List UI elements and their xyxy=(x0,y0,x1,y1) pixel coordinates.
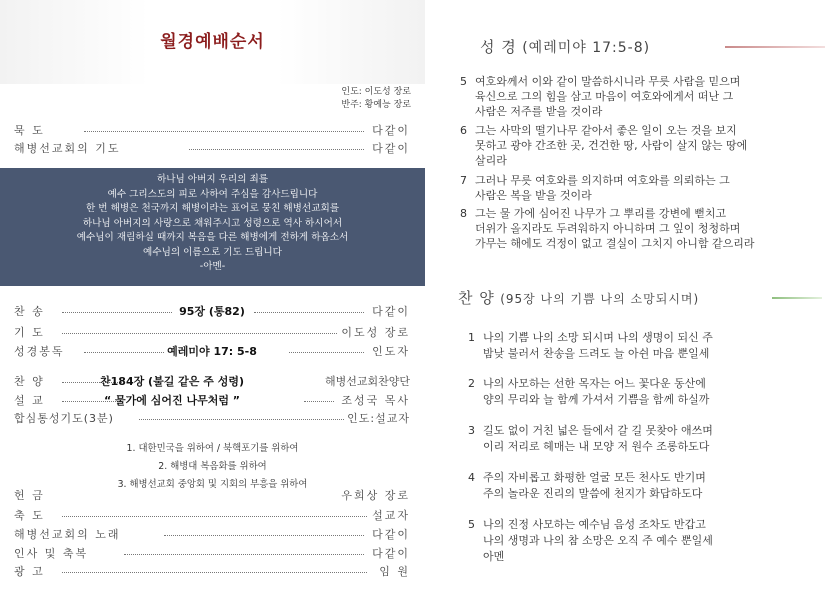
verse-line: 그러나 무릇 여호와를 의지하며 여호와를 의뢰하는 그 xyxy=(475,174,730,187)
hymn-stanza-5 xyxy=(468,517,798,565)
scripture-heading-ref: (예레미야 17:5-8) xyxy=(522,40,651,56)
order-responsible: 조성국 목사 xyxy=(341,394,410,407)
stanza-line: 나의 기쁨 나의 소망 되시며 나의 생명이 되신 주 xyxy=(483,331,713,344)
order-responsible: 다같이 xyxy=(372,305,410,318)
dotted-leader xyxy=(62,516,367,517)
readings-column xyxy=(440,0,835,591)
stanza-line: 길도 없이 거친 넓은 들에서 갈 길 못찾아 애쓰며 xyxy=(483,424,713,437)
dotted-leader xyxy=(254,312,364,313)
verse-line: 살리라 xyxy=(475,154,507,168)
prayer-line: 예수 그리스도의 피로 사하여 주심을 감사드립니다 xyxy=(107,188,318,200)
dotted-leader xyxy=(139,419,344,420)
dotted-leader xyxy=(164,535,364,536)
stanza-number: 5 xyxy=(468,518,475,531)
verse-line: 사람은 저주를 받을 것이라 xyxy=(475,105,603,119)
order-row-greeting xyxy=(14,545,410,561)
order-row-unison-prayer xyxy=(14,410,410,426)
order-label: 찬 송 xyxy=(14,305,45,318)
hymn-rule xyxy=(772,297,822,299)
order-label: 성경봉독 xyxy=(14,345,65,358)
hymn-heading-ref: (95장 나의 기쁨 나의 소망되시며) xyxy=(500,292,700,306)
order-responsible: 인도자 xyxy=(372,345,410,358)
leader-label: 인도: 이도성 장로 xyxy=(341,87,411,97)
order-row-scripture-reading xyxy=(14,343,410,359)
order-label: 인사 및 축복 xyxy=(14,547,89,560)
dotted-leader xyxy=(62,333,337,334)
verse-line: 사람은 복을 받을 것이라 xyxy=(475,189,592,203)
order-responsible: 다같이 xyxy=(372,124,410,137)
order-label: 광 고 xyxy=(14,565,45,578)
order-row-praise xyxy=(14,373,410,389)
order-row-mission-song xyxy=(14,526,410,542)
stanza-number: 4 xyxy=(468,471,475,484)
order-detail: 예레미야 17: 5-8 xyxy=(167,345,257,358)
order-row-offering xyxy=(14,487,410,503)
hymn-stanza-1 xyxy=(468,330,798,362)
order-label: 축 도 xyxy=(14,509,45,522)
stanza-line: 나의 사모하는 선한 목자는 어느 꽃다운 동산에 xyxy=(483,377,706,390)
verse-7 xyxy=(460,173,820,205)
order-responsible: 다같이 xyxy=(372,547,410,560)
scripture-heading-label: 성 경 xyxy=(480,38,517,56)
scripture-rule xyxy=(725,46,825,48)
order-detail: 찬184장 (불길 같은 주 성령) xyxy=(100,375,244,388)
bulletin-title: 월경예배순서 xyxy=(160,32,265,52)
hymn-stanza-2 xyxy=(468,376,798,408)
order-responsible: 다같이 xyxy=(372,528,410,541)
verse-line: 더위가 올지라도 두려워하지 아니하며 그 잎이 청청하며 xyxy=(475,222,741,236)
order-label: 합심통성기도(3분) xyxy=(14,412,114,425)
order-responsible: 이도성 장로 xyxy=(341,326,410,339)
stanza-line: 주의 자비롭고 화평한 얼굴 모든 천사도 반기며 xyxy=(483,471,706,484)
stanza-line: 밤낮 불러서 찬송을 드려도 늘 아쉰 마음 뿐일세 xyxy=(483,347,710,360)
stanza-line: 이리 저리로 헤매는 내 모양 저 원수 조롱하도다 xyxy=(483,440,710,453)
order-row-announcements xyxy=(14,563,410,579)
order-row-benediction xyxy=(14,507,410,523)
prayer-line: 예수님이 재림하실 때까지 복음을 다른 해병에게 전하게 하옵소서 xyxy=(76,232,349,243)
verse-number: 8 xyxy=(460,207,467,220)
dotted-leader xyxy=(84,131,364,132)
stanza-number: 2 xyxy=(468,377,475,390)
stanza-number: 3 xyxy=(468,424,475,437)
verse-number: 5 xyxy=(460,75,467,88)
stanza-line: 양의 무리와 늘 함께 가셔서 기쁨을 함께 하실까 xyxy=(483,393,710,406)
hymn-stanza-4 xyxy=(468,470,798,502)
dotted-leader xyxy=(62,572,367,573)
order-responsible: 설교자 xyxy=(372,509,410,522)
scripture-heading xyxy=(480,36,650,57)
intercession-item: 1. 대한민국을 위하여 / 북핵포기를 위하여 xyxy=(126,443,299,454)
order-responsible: 임 원 xyxy=(379,565,410,578)
verse-5 xyxy=(460,74,820,122)
order-responsible: 다같이 xyxy=(372,142,410,155)
dotted-leader xyxy=(304,401,334,402)
prayer-line: 하나님 아버지의 사랑으로 채워주시고 성령으로 역사 하시어서 xyxy=(82,217,343,229)
verse-line: 여호와께서 이와 같이 말씀하시니라 무릇 사람을 믿으며 xyxy=(475,75,741,88)
order-label: 찬 양 xyxy=(14,375,45,388)
intercession-item: 3. 해병선교회 중앙회 및 지회의 부흥을 위하여 xyxy=(117,479,308,490)
order-row-silent-prayer xyxy=(14,122,410,138)
order-detail: 95장 (통82) xyxy=(179,305,245,318)
accompanist-label: 반주: 황예능 장로 xyxy=(341,100,411,110)
hymn-stanza-3 xyxy=(468,423,798,455)
verse-6 xyxy=(460,123,820,171)
order-row-mission-prayer xyxy=(14,140,410,156)
prayer-line: 하나님 아버지 우리의 죄를 xyxy=(156,174,269,185)
prayer-line: 한 번 해병은 천국까지 해병이라는 표어로 뭉친 해병선교회를 xyxy=(85,203,340,214)
order-responsible: 우희상 장로 xyxy=(341,489,410,502)
hymn-heading-label: 찬 양 xyxy=(458,289,495,307)
order-row-sermon xyxy=(14,392,410,408)
order-detail: “ 물가에 심어진 나무처럼 ” xyxy=(103,394,241,407)
stanza-line: 아멘 xyxy=(483,550,505,563)
intercession-item: 2. 해병대 복음화를 위하여 xyxy=(158,461,267,472)
prayer-amen: -아멘- xyxy=(199,261,226,272)
verse-line: 육신으로 그의 힘을 삼고 마음이 여호와에게서 떠난 그 xyxy=(475,90,734,104)
verse-line: 못하고 광야 간조한 곳, 건건한 땅, 사람이 살지 않는 땅에 xyxy=(475,139,748,153)
dotted-leader xyxy=(289,352,364,353)
stanza-line: 주의 놀라운 진리의 말씀에 천지가 화답하도다 xyxy=(483,487,703,500)
stanza-line: 나의 생명과 나의 참 소망은 오직 주 예수 뿐일세 xyxy=(483,534,713,547)
order-label: 기 도 xyxy=(14,326,45,339)
stanza-number: 1 xyxy=(468,331,475,344)
verse-line: 그는 물 가에 심어진 나무가 그 뿌리를 강변에 뻗치고 xyxy=(475,207,727,220)
order-label: 해병선교회의 노래 xyxy=(14,528,121,541)
order-row-hymn xyxy=(14,303,410,319)
order-row-prayer xyxy=(14,324,410,340)
stanza-line: 나의 진정 사모하는 예수님 음성 조차도 반갑고 xyxy=(483,518,706,531)
verse-line: 가무는 해에도 걱정이 없고 결실이 그치지 아니함 같으리라 xyxy=(475,237,755,251)
prayer-box xyxy=(0,168,425,286)
dotted-leader xyxy=(124,554,364,555)
verse-8 xyxy=(460,206,820,254)
hymn-heading xyxy=(458,287,699,308)
order-responsible: 해병선교회찬양단 xyxy=(324,375,410,388)
order-label: 묵 도 xyxy=(14,124,45,137)
order-label: 설 교 xyxy=(14,394,45,407)
order-label: 해병선교회의 기도 xyxy=(14,142,121,155)
order-responsible: 인도:설교자 xyxy=(347,412,410,425)
verse-line: 그는 사막의 떨기나무 같아서 좋은 일이 오는 것을 보지 xyxy=(475,124,737,137)
prayer-line: 예수님의 이름으로 기도 드립니다 xyxy=(143,246,282,258)
dotted-leader xyxy=(189,149,364,150)
verse-number: 6 xyxy=(460,124,467,137)
order-label: 헌 금 xyxy=(14,489,45,502)
verse-number: 7 xyxy=(460,174,467,187)
